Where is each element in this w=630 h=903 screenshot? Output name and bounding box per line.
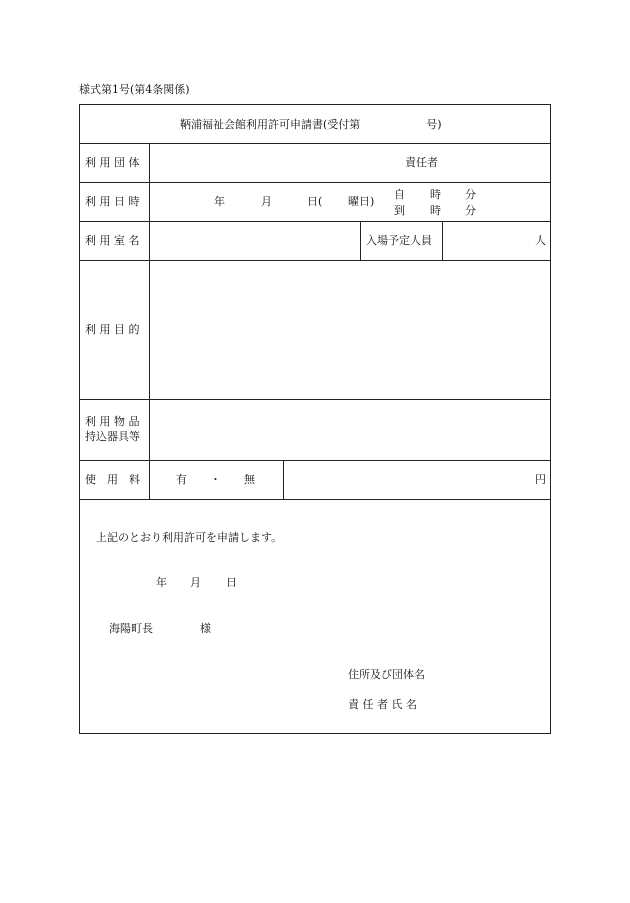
label-group: 利 用 団 体	[85, 156, 140, 169]
addressee-honorific: 様	[200, 622, 211, 635]
declaration-statement: 上記のとおり利用許可を申請します。	[96, 531, 283, 544]
time-from-minute: 分	[465, 188, 476, 201]
date-year: 年	[214, 195, 225, 208]
date-weekday: 曜日)	[348, 195, 375, 208]
addressee: 海陽町長	[109, 622, 153, 635]
label-purpose: 利 用 目 的	[85, 323, 140, 336]
fee-yes: 有	[176, 473, 187, 486]
label-divider	[149, 143, 150, 499]
application-form	[79, 104, 551, 734]
time-to-minute: 分	[465, 204, 476, 217]
form-number: 様式第1号(第4条関係)	[79, 83, 190, 96]
declaration-month: 月	[190, 576, 201, 589]
rule	[80, 399, 550, 400]
label-responsible: 責任者	[405, 156, 438, 169]
fee-divider	[283, 460, 284, 499]
rule	[80, 260, 550, 261]
time-to: 到	[394, 204, 405, 217]
form-title: 鞆浦福祉会館利用許可申請書(受付第 号)	[180, 118, 442, 131]
time-to-hour: 時	[430, 204, 441, 217]
declaration-day: 日	[226, 576, 237, 589]
label-room: 利 用 室 名	[85, 234, 140, 247]
date-day: 日(	[307, 195, 323, 208]
fee-unit: 円	[535, 473, 546, 486]
date-month: 月	[261, 195, 272, 208]
rule	[80, 499, 550, 500]
label-expected-attendance: 入場予定人員	[366, 234, 432, 247]
label-address: 住所及び団体名	[348, 668, 425, 681]
room-divider	[360, 221, 361, 260]
room-divider	[442, 221, 443, 260]
label-items-line2: 持込器具等	[85, 430, 140, 443]
fee-separator: ・	[210, 473, 221, 486]
rule	[80, 143, 550, 144]
label-responsible-name: 責 任 者 氏 名	[348, 698, 417, 711]
attendance-unit: 人	[535, 234, 546, 247]
declaration-year: 年	[156, 576, 167, 589]
time-from-hour: 時	[430, 188, 441, 201]
rule	[80, 182, 550, 183]
fee-no: 無	[244, 473, 255, 486]
rule	[80, 221, 550, 222]
label-datetime: 利 用 日 時	[85, 195, 140, 208]
label-fee: 使 用 料	[85, 473, 140, 486]
rule	[80, 460, 550, 461]
label-items-line1: 利 用 物 品	[85, 415, 140, 428]
time-from: 自	[394, 188, 405, 201]
